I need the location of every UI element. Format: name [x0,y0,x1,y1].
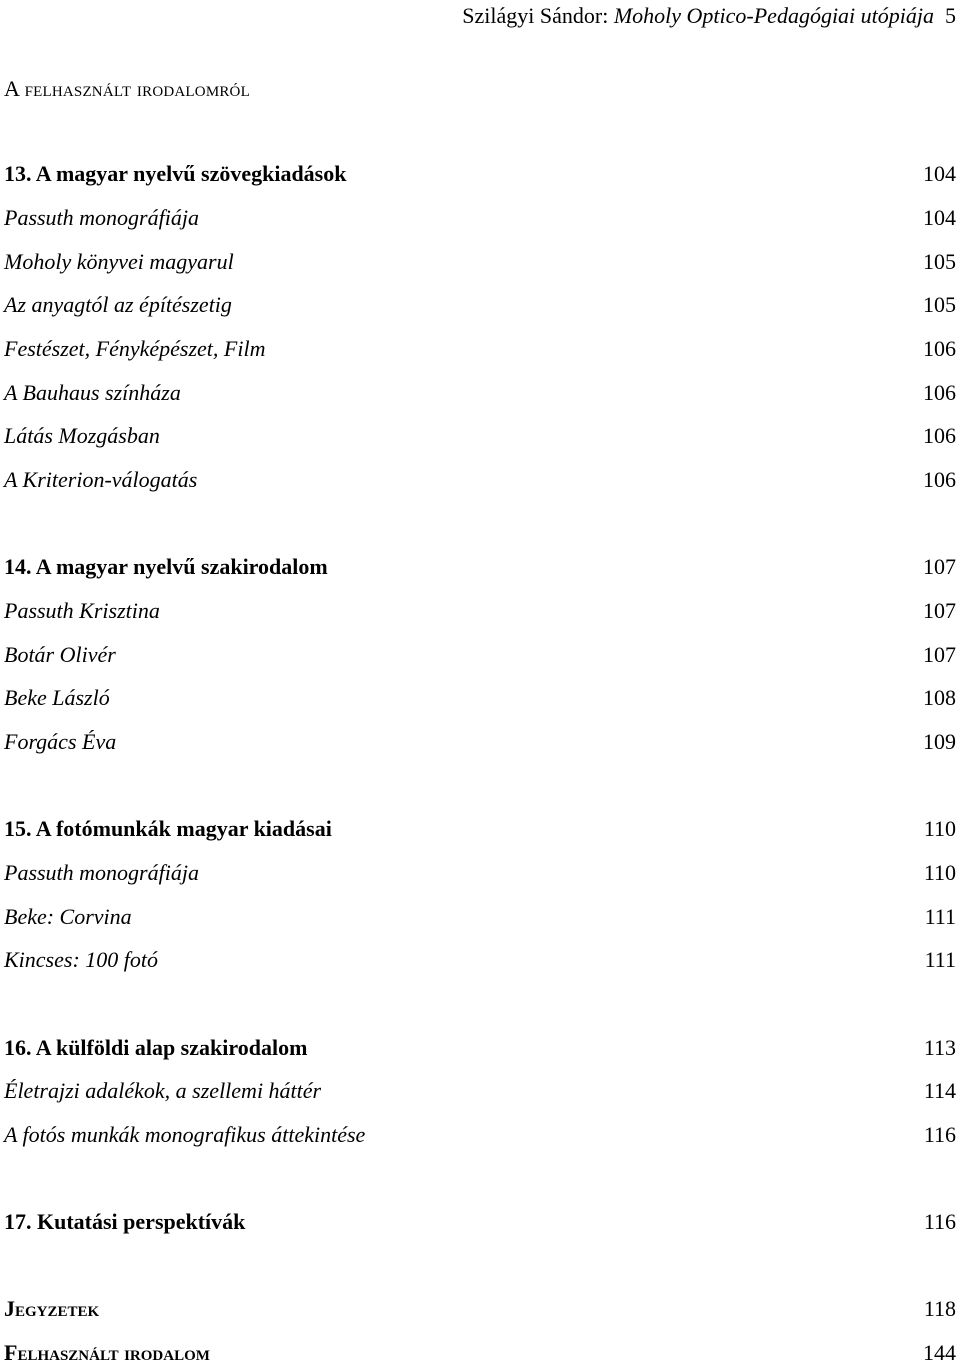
toc-entry-page: 104 [923,205,956,230]
toc-entry-label: Életrajzi adalékok, a szellemi háttér [4,1078,322,1103]
toc-entry[interactable] [4,900,956,934]
toc-entry-label: 17. Kutatási perspektívák [4,1209,246,1234]
toc-entry[interactable] [4,463,956,497]
toc-entry[interactable] [4,201,956,235]
toc-entry-page: 107 [923,642,956,667]
toc-entry-page: 114 [923,1078,956,1103]
toc-entry-page: 108 [923,685,956,710]
toc-entry-label: Beke László [4,685,110,710]
running-header [0,0,960,30]
toc-entry-label: 14. A magyar nyelvű szakirodalom [4,554,328,579]
header-text [462,1,934,31]
header-author: Szilágyi Sándor: [462,3,609,28]
toc-entry[interactable] [4,419,956,453]
section-heading [4,72,956,106]
toc-entry-page: 106 [923,336,956,361]
toc-entry-label: Moholy könyvei magyarul [4,249,234,274]
toc-entry-label: 13. A magyar nyelvű szövegkiadások [4,161,347,186]
toc-chapter-17[interactable] [4,1205,956,1239]
toc-entry-label: Az anyagtól az építészetig [4,292,232,317]
toc-entry[interactable] [4,638,956,672]
toc-chapter-16[interactable] [4,1031,956,1065]
toc-entry[interactable] [4,1118,956,1152]
toc-entry-label: Beke: Corvina [4,904,132,929]
toc-entry-label: A fotós munkák monografikus áttekintése [4,1122,366,1147]
toc-entry-label: Festészet, Fényképészet, Film [4,336,266,361]
toc-entry[interactable] [4,594,956,628]
toc-notes[interactable] [4,1292,956,1326]
toc-entry-page: 105 [923,292,956,317]
toc-entry-label: Felhasznált irodalom [4,1340,210,1365]
toc-entry-page: 106 [923,467,956,492]
toc-entry-page: 113 [923,1035,956,1060]
toc-entry[interactable] [4,681,956,715]
toc-chapter-14[interactable] [4,550,956,584]
toc-entry[interactable] [4,332,956,366]
toc-entry[interactable] [4,245,956,279]
toc-entry-page: 109 [923,729,956,754]
toc-entry-page: 144 [923,1340,956,1365]
toc-entry-page: 106 [923,423,956,448]
toc-entry-page: 110 [923,816,956,841]
header-page-number: 5 [945,3,956,28]
toc-entry[interactable] [4,856,956,890]
toc-chapter-15[interactable] [4,812,956,846]
toc-entry-page: 118 [923,1296,956,1321]
toc-entry-page: 105 [923,249,956,274]
toc-entry-label: Látás Mozgásban [4,423,160,448]
toc-entry-page: 111 [924,947,956,972]
toc-entry-label: Botár Olivér [4,642,116,667]
toc-entry-page: 116 [923,1209,956,1234]
toc-entry-label: 15. A fotómunkák magyar kiadásai [4,816,332,841]
toc-entry-label: Passuth monográfiája [4,205,199,230]
toc-entry-label: Kincses: 100 fotó [4,947,158,972]
toc-chapter-13[interactable] [4,157,956,191]
toc-entry-page: 107 [923,554,956,579]
toc-entry-label: Forgács Éva [4,729,117,754]
toc-entry-page: 111 [924,904,956,929]
toc-entry[interactable] [4,1074,956,1108]
toc-entry-label: A Kriterion-válogatás [4,467,198,492]
header-title: Moholy Optico-Pedagógiai utópiája [613,3,934,28]
toc-entry-label: Passuth Krisztina [4,598,160,623]
toc-entry[interactable] [4,376,956,410]
toc-entry[interactable] [4,725,956,759]
section-heading-label: A felhasznált irodalomról [4,76,250,101]
toc-entry-page: 110 [923,860,956,885]
toc-entry-page: 104 [923,161,956,186]
toc-entry-page: 106 [923,380,956,405]
toc-entry[interactable] [4,943,956,977]
toc-entry-page: 107 [923,598,956,623]
toc-entry-page: 116 [923,1122,956,1147]
toc-entry-label: A Bauhaus színháza [4,380,181,405]
toc-entry-label: Passuth monográfiája [4,860,199,885]
toc-entry-label: 16. A külföldi alap szakirodalom [4,1035,308,1060]
toc-entry-label: Jegyzetek [4,1296,100,1321]
toc-entry[interactable] [4,288,956,322]
